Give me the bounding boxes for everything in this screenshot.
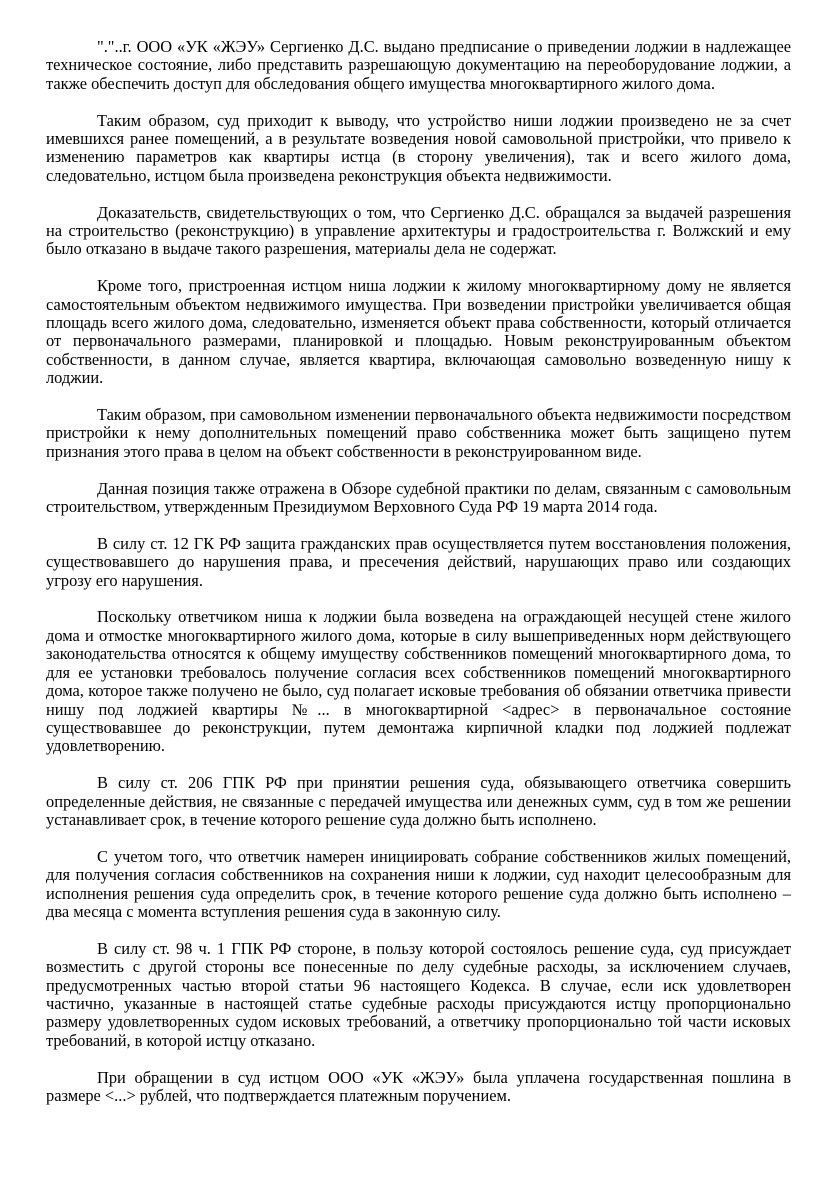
paragraph-no-permit-evidence: Доказательств, свидетельствующих о том, что Сергиенко Д.С. обращался за выдачей разрешения на строительство (реконструкцию) в управление архитектуры и градостроительства г. Волжский и ему было отказано в выдаче такого разрешения, материалы дела не содержат. xyxy=(46,202,791,259)
paragraph-civil-code-art12: В силу ст. 12 ГК РФ защита гражданских прав осуществляется путем восстановления положения, существовавшего до нарушения права, и пресечения действий, нарушающих право или создающих угрозу его нарушения. xyxy=(46,533,791,590)
paragraph-owner-rights: Таким образом, при самовольном изменении первоначального объекта недвижимости посредством пристройки к нему дополнительных помещений право собственника может быть защищено путем признания этого права в целом на объект собственности в реконструированном виде. xyxy=(46,405,791,461)
paragraph-civil-procedure-art206: В силу ст. 206 ГПК РФ при принятии решения суда, обязывающего ответчика совершить определенные действия, не связанные с передачей имущества или денежных сумм, суд в том же решении устанавливает срок, в течение которого решение суда должно быть исполнено. xyxy=(46,773,791,829)
paragraph-state-fee: При обращении в суд истцом ООО «УК «ЖЭУ» была уплачена государственная пошлина в размере <...> рублей, что подтверждается платежным поручением. xyxy=(46,1067,791,1105)
paragraph-court-costs-art98: В силу ст. 98 ч. 1 ГПК РФ стороне, в пользу которой состоялось решение суда, суд присуждает возместить с другой стороны все понесенные по делу судебные расходы, за исключением случаев, предусмотренных частью второй статьи 96 настоящего Кодекса. В случае, если иск удовлетворен частично, указанные в настоящей статье судебные расходы присуждаются истцу пропорционально размеру удовлетворенных судом исковых требований, а ответчику пропорционально той части исковых требований, в которой истцу отказано. xyxy=(46,938,791,1050)
paragraph-prescription: "."..г. ООО «УК «ЖЭУ» Сергиенко Д.С. выдано предписание о приведении лоджии в надлежащее техническое состояние, либо представить разрешающую документацию на переоборудование лоджии, а также обеспечить доступ для обследования общего имущества многоквартирного жилого дома. xyxy=(46,37,791,93)
paragraph-not-separate-object: Кроме того, пристроенная истцом ниша лоджии к жилому многоквартирному дому не является самостоятельным объектом недвижимого имущества. При возведении пристройки увеличивается общая площадь всего жилого дома, следовательно, изменяется объект права собственности, который отличается от первоначального размерами, планировкой и площадью. Новым реконструированным объектом собственности, в данном случае, является квартира, включающая самовольно возведенную нишу к лоджии. xyxy=(46,276,791,388)
paragraph-common-property: Поскольку ответчиком ниша к лоджии была возведена на ограждающей несущей стене жилого дома и отмостке многоквартирного жилого дома, которые в силу вышеприведенных норм действующего законодательства относятся к общему имуществу собственников помещений многоквартирного дома, то для ее установки требовалось получение согласия всех собственников помещений многоквартирного дома, которое также получено не было, суд полагает исковые требования об обязании ответчика привести нишу под лоджией квартиры №... в многоквартирной <адрес> в первоначальное состояние существовавшее до реконструкции, путем демонтажа кирпичной кладки под лоджией подлежат удовлетворению. xyxy=(46,607,791,756)
paragraph-execution-deadline: С учетом того, что ответчик намерен инициировать собрание собственников жилых помещений, для получения согласия собственников на сохранения ниши к лоджии, суд находит целесообразным для исполнения решения суда определить срок, в течение которого решение суда должно быть исполнено – два месяца с момента вступления решения суда в законную силу. xyxy=(46,846,791,921)
paragraph-court-conclusion: Таким образом, суд приходит к выводу, что устройство ниши лоджии произведено не за счет имевшихся ранее помещений, а в результате возведения новой самовольной пристройки, что привело к изменению параметров как квартиры истца (в сторону увеличения), так и всего жилого дома, следовательно, истцом была произведена реконструкция объекта недвижимости. xyxy=(46,110,791,185)
paragraph-supreme-court-review: Данная позиция также отражена в Обзоре судебной практики по делам, связанным с самовольным строительством, утвержденным Президиумом Верховного Суда РФ 19 марта 2014 года. xyxy=(46,478,791,517)
